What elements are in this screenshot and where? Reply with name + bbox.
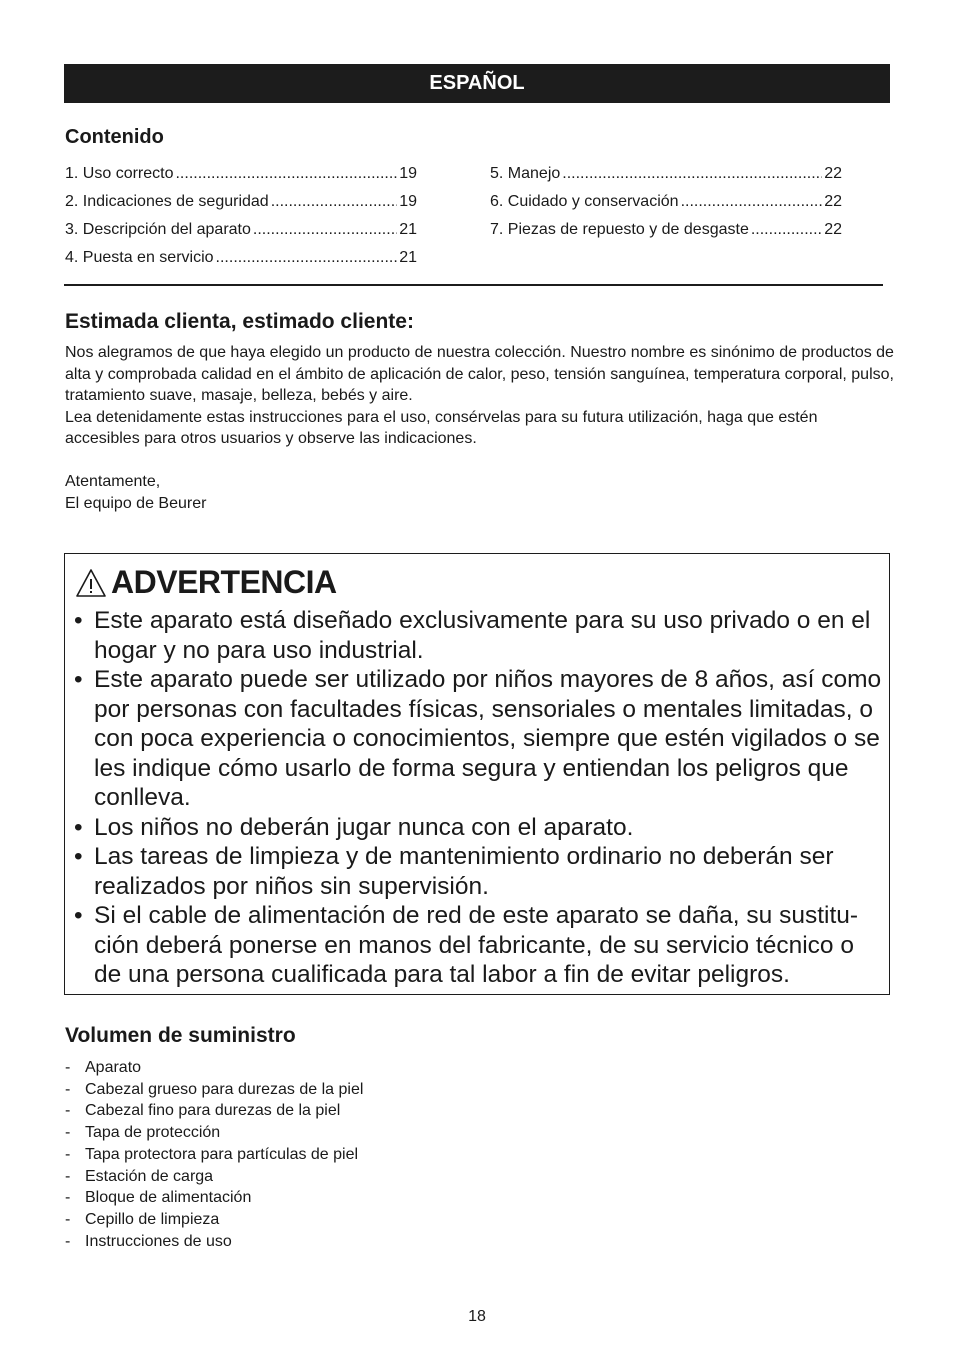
supply-item: - Cabezal fino para durezas de la piel xyxy=(65,1100,363,1122)
intro-paragraph: Nos alegramos de que haya elegido un producto de nuestra colección. Nuestro nombre es sinónimo de productos de alta y comprobada calidad en el ámbito de aplicación de calor, peso, tensión sanguínea, temperatura corporal, pulso, tratamiento suave, masaje, belleza, bebés y aire. xyxy=(65,344,894,404)
warning-item-text: Los niños no deberán jugar nunca con el aparato. xyxy=(94,813,634,841)
greeting-title: Estimada clienta, estimado cliente: xyxy=(65,310,414,333)
supply-item: - Cepillo de limpieza xyxy=(65,1209,363,1231)
toc-item-page: 21 xyxy=(399,221,417,238)
supply-item: - Aparato xyxy=(65,1057,363,1079)
toc-item-label: 3. Descripción del aparato xyxy=(65,221,251,238)
toc-item xyxy=(65,191,417,219)
supply-item: - Cabezal grueso para durezas de la piel xyxy=(65,1079,363,1101)
toc-item xyxy=(65,163,417,191)
supply-item: - Tapa protectora para partículas de piel xyxy=(65,1144,363,1166)
bullet: • xyxy=(74,607,83,634)
toc-item-page: 19 xyxy=(399,193,417,210)
warning-item xyxy=(74,665,882,813)
warning-item-text: Este aparato puede ser utilizado por niños mayores de 8 años, así como por personas con facultades físicas, sensoriales o mentales limitadas, o con poca experiencia o conocimientos, siempre que estén vigilados o se les indique cómo usarlo de forma segura y entiendan los peligros que conlleva. xyxy=(94,666,882,811)
toc-item-label: 4. Puesta en servicio xyxy=(65,249,214,266)
supply-item-text: Cabezal fino para durezas de la piel xyxy=(85,1102,341,1120)
supply-item-text: Tapa de protección xyxy=(85,1124,221,1142)
toc-leader xyxy=(175,163,397,185)
supply-title: Volumen de suministro xyxy=(65,1024,296,1047)
bullet: • xyxy=(74,843,83,870)
toc-item-label: 1. Uso correcto xyxy=(65,165,174,182)
toc-leader xyxy=(562,163,822,185)
toc-item-label: 2. Indicaciones de seguridad xyxy=(65,193,269,210)
toc-item-page: 22 xyxy=(824,221,842,238)
warning-box xyxy=(64,553,890,995)
toc-item xyxy=(65,247,417,275)
toc-item xyxy=(490,191,842,219)
warning-list xyxy=(74,606,882,990)
page-number: 18 xyxy=(468,1308,486,1325)
toc-leader xyxy=(271,191,398,213)
warning-item-text: Si el cable de alimentación de red de este aparato se daña, su sustitución deberá ponerse en manos del fabricante, de su servicio técnico o de una persona cualificada para tal labor a fin de evitar peligros. xyxy=(94,902,859,988)
toc-item xyxy=(65,219,417,247)
warning-item-text: Este aparato está diseñado exclusivamente para su uso privado o en el hogar y no para uso industrial. xyxy=(94,607,871,664)
supply-item: - Instrucciones de uso xyxy=(65,1231,363,1253)
bullet: • xyxy=(74,666,83,693)
toc-item-page: 19 xyxy=(399,165,417,182)
toc-item-page: 22 xyxy=(824,193,842,210)
supply-item-text: Estación de carga xyxy=(85,1167,214,1185)
supply-item-text: Bloque de alimentación xyxy=(85,1189,252,1207)
supply-item-text: Cepillo de limpieza xyxy=(85,1210,220,1228)
warning-item xyxy=(74,606,882,665)
intro-paragraph: Lea detenidamente estas instrucciones para el uso, consérvelas para su futura utilización, haga que estén accesibles para otros usuarios y observe las indicaciones. xyxy=(65,408,818,447)
toc-item-label: 5. Manejo xyxy=(490,165,561,182)
toc-leader xyxy=(751,219,822,241)
language-label: ESPAÑOL xyxy=(429,72,525,94)
warning-triangle-icon xyxy=(75,568,107,598)
contents-column-right xyxy=(490,163,842,247)
toc-leader xyxy=(216,247,398,269)
warning-header xyxy=(75,564,337,601)
supply-item-text: Aparato xyxy=(85,1059,142,1076)
warning-title: ADVERTENCIA xyxy=(111,564,337,600)
language-header xyxy=(64,64,890,103)
contents-column-left xyxy=(65,163,417,275)
bullet: • xyxy=(74,813,83,841)
supply-item: - Bloque de alimentación xyxy=(65,1187,363,1209)
warning-item-text: Las tareas de limpieza y de mantenimiento ordinario no deberán ser realizados por niños sin supervisión. xyxy=(94,843,834,900)
supply-item-text: Cabezal grueso para durezas de la piel xyxy=(85,1080,364,1098)
supply-item: - Estación de carga xyxy=(65,1166,363,1188)
warning-item xyxy=(74,842,882,901)
intro-text xyxy=(65,342,895,450)
toc-leader xyxy=(681,191,823,213)
toc-item xyxy=(490,163,842,191)
signature-text: El equipo de Beurer xyxy=(65,494,207,512)
warning-item xyxy=(74,901,882,990)
bullet: • xyxy=(74,902,83,929)
supply-item: - Tapa de protección xyxy=(65,1122,363,1144)
toc-item-page: 21 xyxy=(399,249,417,266)
section-divider xyxy=(64,284,883,286)
warning-item xyxy=(74,813,882,843)
supply-list xyxy=(65,1057,363,1252)
supply-item-text: Tapa protectora para partículas de piel xyxy=(85,1145,359,1163)
signoff xyxy=(65,471,206,514)
toc-leader xyxy=(253,219,397,241)
toc-item-label: 7. Piezas de repuesto y de desgaste xyxy=(490,221,749,238)
contents-title: Contenido xyxy=(65,126,164,148)
toc-item xyxy=(490,219,842,247)
toc-item-label: 6. Cuidado y conservación xyxy=(490,193,679,210)
closing-text: Atentamente, xyxy=(65,473,161,490)
toc-item-page: 22 xyxy=(824,165,842,182)
supply-item-text: Instrucciones de uso xyxy=(85,1232,232,1250)
